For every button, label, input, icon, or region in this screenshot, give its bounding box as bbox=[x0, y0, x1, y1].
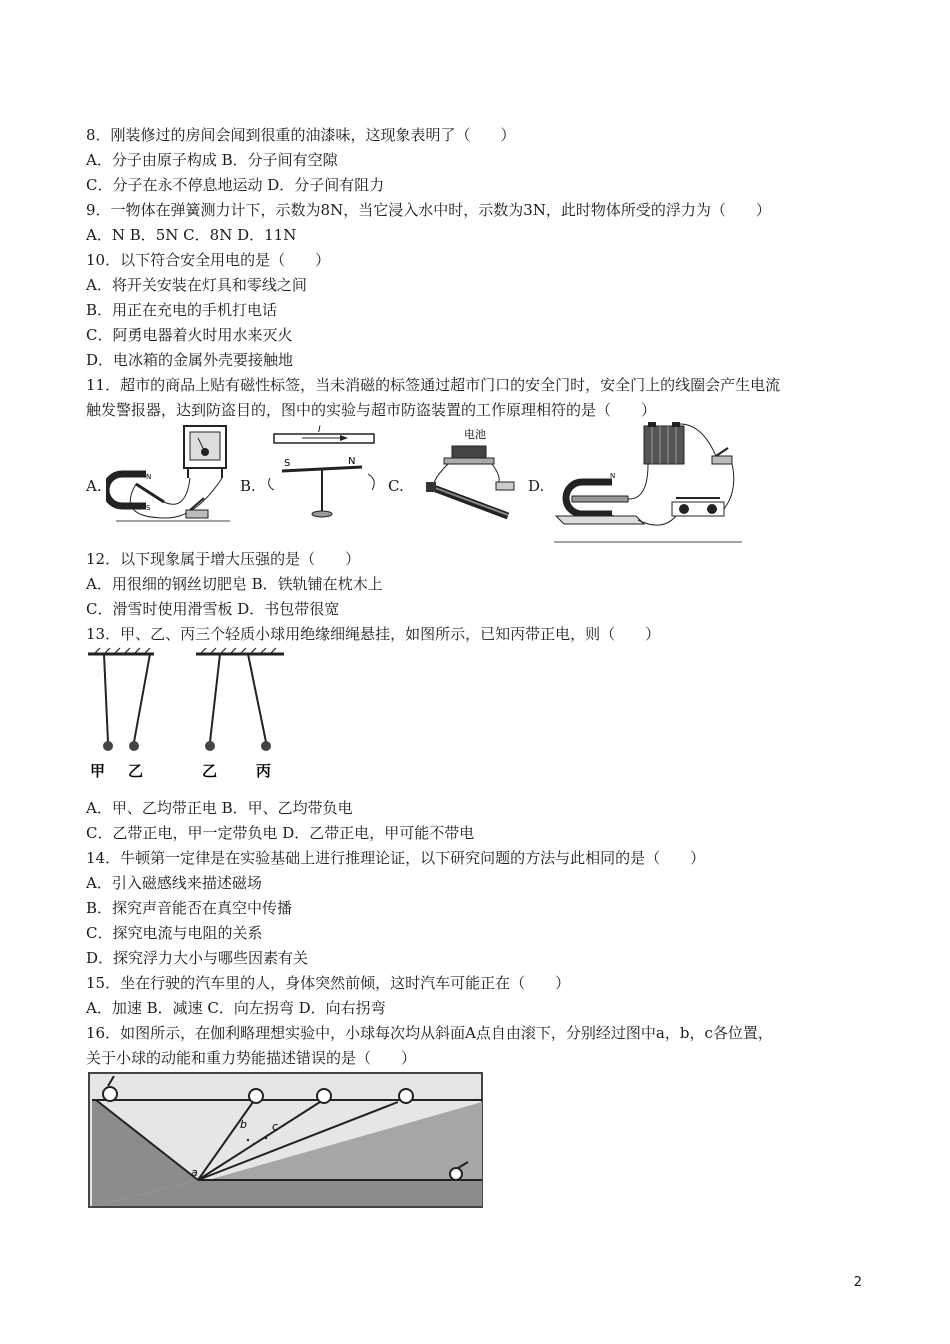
q11-figure-b bbox=[262, 424, 382, 522]
q14-option-d: D．探究浮力大小与哪些因素有关 bbox=[86, 949, 309, 967]
q8-options-ab: A．分子由原子构成 B．分子间有空隙 bbox=[86, 151, 338, 169]
q10-option-c: C．阿勇电器着火时用水来灭火 bbox=[86, 326, 293, 344]
q14-stem: 14．牛顿第一定律是在实验基础上进行推理论证，以下研究问题的方法与此相同的是（ ） bbox=[86, 849, 706, 867]
q16-stem-line1: 16．如图所示，在伽利略理想实验中，小球每次均从斜面A点自由滚下，分别经过图中a，b，c各位置， bbox=[86, 1024, 773, 1042]
q14-option-b: B．探究声音能否在真空中传播 bbox=[86, 899, 293, 917]
svg-text:S: S bbox=[146, 504, 151, 512]
q9-options: A．N B．5N C．8N D．11N bbox=[86, 226, 297, 244]
q8-stem: 8．刚装修过的房间会闻到很重的油漆味，这现象表明了（ ） bbox=[86, 126, 516, 144]
battery-label: 电池 bbox=[464, 428, 486, 441]
current-label: I bbox=[318, 425, 321, 435]
q15-stem: 15．坐在行驶的汽车里的人，身体突然前倾，这时汽车可能正在（ ） bbox=[86, 974, 571, 992]
q11-stem-line1: 11．超市的商品上贴有磁性标签，当未消磁的标签通过超市门口的安全门时，安全门上的线圈会产生电流 bbox=[86, 376, 781, 394]
q8-options-cd: C．分子在永不停息地运动 D．分子间有阻力 bbox=[86, 176, 385, 194]
q10-option-a: A．将开关安装在灯具和零线之间 bbox=[86, 276, 307, 294]
q14-option-a: A．引入磁感线来描述磁场 bbox=[86, 874, 262, 892]
q12-options-ab: A．用很细的钢丝切肥皂 B．铁轨铺在枕木上 bbox=[86, 575, 383, 593]
q15-options: A．加速 B．减速 C．向左拐弯 D．向右拐弯 bbox=[86, 999, 386, 1017]
q11-stem-line2: 触发警报器，达到防盗目的，图中的实验与超市防盗装置的工作原理相符的是（ ） bbox=[86, 401, 657, 419]
q13-options-cd: C．乙带正电，甲一定带负电 D．乙带正电，甲可能不带电 bbox=[86, 824, 475, 842]
q11-option-c-label: C. bbox=[388, 477, 404, 495]
page-number: 2 bbox=[853, 1275, 862, 1290]
q14-option-c: C．探究电流与电阻的关系 bbox=[86, 924, 263, 942]
svg-text:N: N bbox=[348, 456, 356, 467]
q11-figure-c bbox=[408, 424, 520, 522]
svg-text:N: N bbox=[146, 473, 152, 481]
q13-stem: 13．甲、乙、丙三个轻质小球用绝缘细绳悬挂，如图所示，已知丙带正电，则（ ） bbox=[86, 625, 661, 643]
q16-figure bbox=[88, 1072, 484, 1210]
label-yi-2: 乙 bbox=[202, 762, 218, 780]
q11-option-b-label: B. bbox=[240, 477, 256, 495]
q16-stem-line2: 关于小球的动能和重力势能描述错误的是（ ） bbox=[86, 1049, 417, 1067]
q10-option-d: D．电冰箱的金属外壳要接触地 bbox=[86, 351, 294, 369]
q10-stem: 10．以下符合安全用电的是（ ） bbox=[86, 251, 331, 269]
label-yi-1: 乙 bbox=[128, 762, 144, 780]
q12-stem: 12．以下现象属于增大压强的是（ ） bbox=[86, 550, 361, 568]
label-b: b bbox=[240, 1118, 247, 1131]
label-jia: 甲 bbox=[90, 762, 106, 780]
q13-options-ab: A．甲、乙均带正电 B．甲、乙均带负电 bbox=[86, 799, 353, 817]
q11-option-d-label: D. bbox=[528, 477, 545, 495]
label-bing: 丙 bbox=[256, 762, 272, 780]
q11-figure-d bbox=[552, 420, 744, 544]
q13-figure bbox=[84, 646, 284, 784]
q11-option-a-label: A. bbox=[86, 477, 102, 495]
q12-options-cd: C．滑雪时使用滑雪板 D．书包带很宽 bbox=[86, 600, 340, 618]
label-a: a bbox=[191, 1166, 198, 1179]
q11-figure-a bbox=[106, 422, 234, 522]
svg-text:S: S bbox=[284, 458, 291, 469]
q10-option-b: B．用正在充电的手机打电话 bbox=[86, 301, 278, 319]
label-c: c bbox=[272, 1120, 279, 1133]
svg-text:N: N bbox=[610, 472, 616, 480]
q9-stem: 9．一物体在弹簧测力计下，示数为8N，当它浸入水中时，示数为3N，此时物体所受的浮力为（ ） bbox=[86, 201, 771, 219]
